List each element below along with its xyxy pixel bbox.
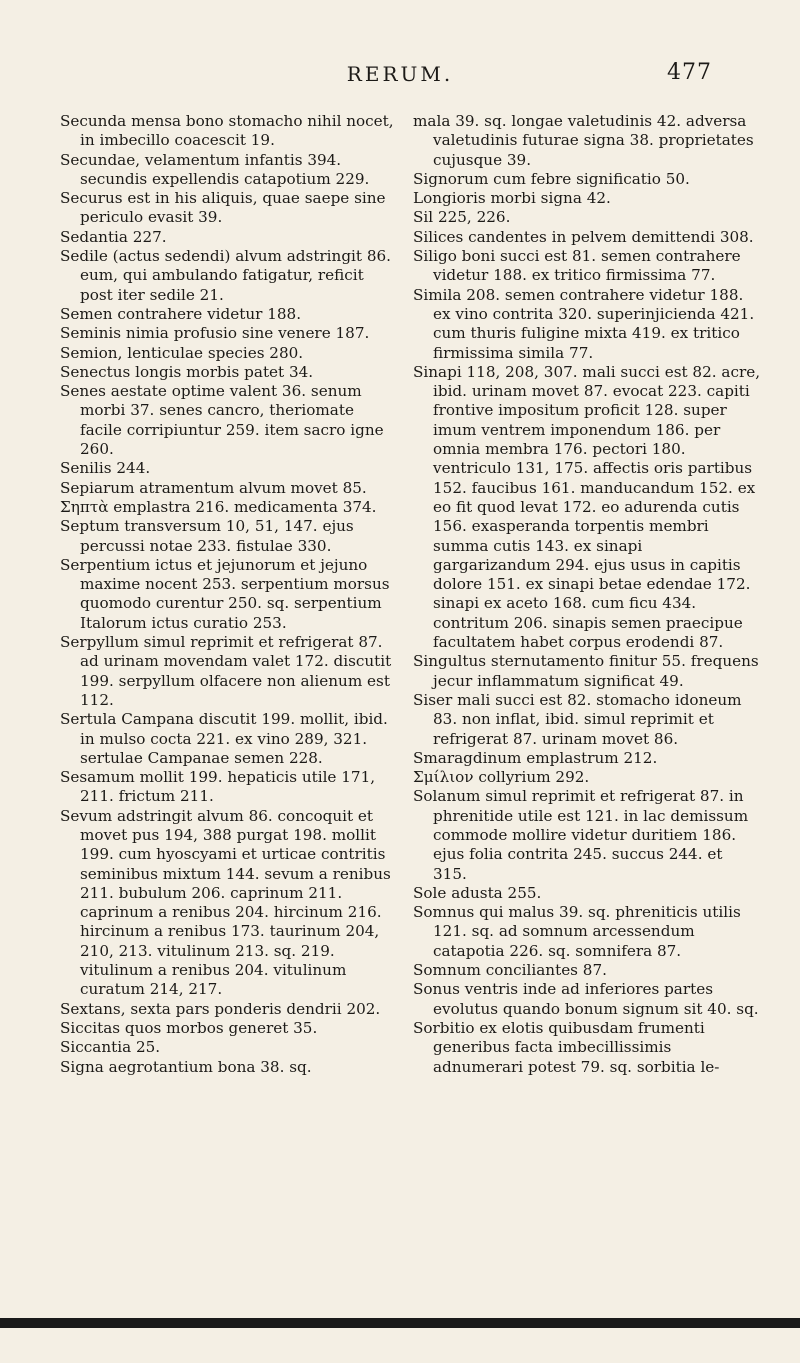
index-entry: Siccantia 25. (60, 1038, 161, 1057)
index-entry: Somnus qui malus 39. sq. phreniticis utilis 121. sq. ad somnum arcessendum catapotia 226. sq. somnifera 87. (413, 903, 741, 960)
index-entry: Senes aestate optime valent 36. senum morbi 37. senes cancro, theriomate facile corripiuntur 259. item sacro igne 260. (60, 382, 384, 459)
index-entry: Secundae, velamentum infantis 394. secundis expellendis catapotium 229. (60, 150, 370, 188)
index-entry: Sole adusta 255. (413, 883, 542, 902)
index-entry: Semion, lenticulae species 280. (60, 343, 304, 362)
right-index-column (413, 112, 761, 1077)
index-entry: Senectus longis morbis patet 34. (60, 362, 314, 381)
index-entry: Sevum adstringit alvum 86. concoquit et movet pus 194, 388 purgat 198. mollit 199. cum hyoscyami et urticae contritis seminibus mixtum 144. sevum a renibus 211. bubulum 206. caprinum 211. caprinum a renibus 204. hircinum 216. hircinum a renibus 173. taurinum 204, 210, 213. vitulinum 213. sq. 219. vitulinum a renibus 204. vitulinum curatum 214, 217. (60, 806, 391, 999)
index-entry: Senilis 244. (60, 459, 151, 478)
index-entry: Sinapi 118, 208, 307. mali succi est 82. acre, ibid. urinam movet 87. evocat 223. capiti frontive impositum proficit 128. super imum ventrem imponendum 186. per omnia membra 176. pectori 180. ventriculo 131, 175. affectis oris partibus 152. faucibus 161. manducandum 152. ex eo fit quod levat 172. eo adurenda cutis 156. exasperanda torpentis membri summa cutis 143. ex sinapi gargarizandum 294. ejus usus in capitis dolore 151. ex sinapi betae edendae 172. sinapi ex aceto 168. cum ficu 434. contritum 206. sinapis semen praecipue facultatem habet corpus erodendi 87. (413, 362, 761, 652)
index-entry: mala 39. sq. longae valetudinis 42. adversa valetudinis futurae signa 38. proprietates cujusque 39. (413, 112, 754, 169)
index-entry: Longioris morbi signa 42. (413, 189, 611, 208)
index-entry: Septum transversum 10, 51, 147. ejus percussi notae 233. fistulae 330. (60, 517, 354, 555)
index-entry: Silices candentes in pelvem demittendi 308. (413, 227, 754, 246)
index-entry: Serpentium ictus et jejunorum et jejuno maxime nocent 253. serpentium morsus quomodo curentur 250. sq. serpentium Italorum ictus curatio 253. (60, 555, 390, 632)
index-entry: Siccitas quos morbos generet 35. (60, 1018, 318, 1037)
index-entry: Siligo boni succi est 81. semen contrahere videtur 188. ex tritico firmissima 77. (413, 247, 741, 285)
index-entry: Sorbitio ex elotis quibusdam frumenti generibus facta imbecillissimis adnumerari potest 79. sq. sorbitia le- (413, 1018, 720, 1076)
index-entry: Sesamum mollit 199. hepaticis utile 171, 211. frictum 211. (60, 768, 376, 806)
index-entry: Serpyllum simul reprimit et refrigerat 87. ad urinam movendam valet 172. discutit 199. serpyllum olfacere non alienum est 112. (60, 633, 392, 709)
index-entry: Σμίλιον collyrium 292. (413, 768, 590, 787)
scan-edge-bar (0, 1318, 800, 1328)
index-entry: Somnum conciliantes 87. (413, 961, 607, 980)
index-entry: Sextans, sexta pars ponderis dendrii 202. (60, 999, 381, 1018)
index-entry: Sedantia 227. (60, 227, 167, 246)
index-entry: Sil 225, 226. (413, 208, 511, 227)
index-entry: Sertula Campana discutit 199. mollit, ibid. in mulso cocta 221. ex vino 289, 321. sertulae Campanae semen 228. (60, 710, 388, 767)
index-entry: Securus est in his aliquis, quae saepe sine periculo evasit 39. (60, 189, 386, 227)
index-entry: Sedile (actus sedendi) alvum adstringit 86. eum, qui ambulando fatigatur, reficit post iter sedile 21. (60, 247, 391, 304)
index-entry: Simila 208. semen contrahere videtur 188. ex vino contrita 320. superinjicienda 421. cum thuris fuligine mixta 419. ex tritico firmissima simila 77. (413, 285, 755, 362)
index-entry: Sepiarum atramentum alvum movet 85. (60, 478, 367, 497)
index-entry: Signorum cum febre significatio 50. (413, 169, 690, 188)
index-entry: Sonus ventris inde ad inferiores partes evolutus quando bonum signum sit 40. sq. (413, 980, 759, 1018)
index-entry: Σηπτὰ emplastra 216. medicamenta 374. (60, 497, 377, 516)
running-title: RERUM. (346, 62, 454, 86)
page-header (0, 62, 800, 92)
index-entry: Solanum simul reprimit et refrigerat 87. in phrenitide utile est 121. in lac demissum commode mollire videtur duritiem 186. ejus folia contrita 245. succus 244. et 315. (413, 787, 749, 883)
index-entry: Siser mali succi est 82. stomacho idoneum 83. non inflat, ibid. simul reprimit et refrigerat 87. urinam movet 86. (413, 690, 742, 748)
page-number: 477 (667, 60, 712, 85)
index-entry: Secunda mensa bono stomacho nihil nocet, in imbecillo coacescit 19. (60, 112, 394, 150)
index-entry: Singultus sternutamento finitur 55. frequens jecur inflammatum significat 49. (413, 652, 759, 690)
index-entry: Signa aegrotantium bona 38. sq. (60, 1057, 312, 1076)
left-index-column (60, 112, 398, 1077)
index-entry: Seminis nimia profusio sine venere 187. (60, 324, 370, 343)
index-entry: Smaragdinum emplastrum 212. (413, 748, 658, 767)
index-entry: Semen contrahere videtur 188. (60, 304, 302, 323)
